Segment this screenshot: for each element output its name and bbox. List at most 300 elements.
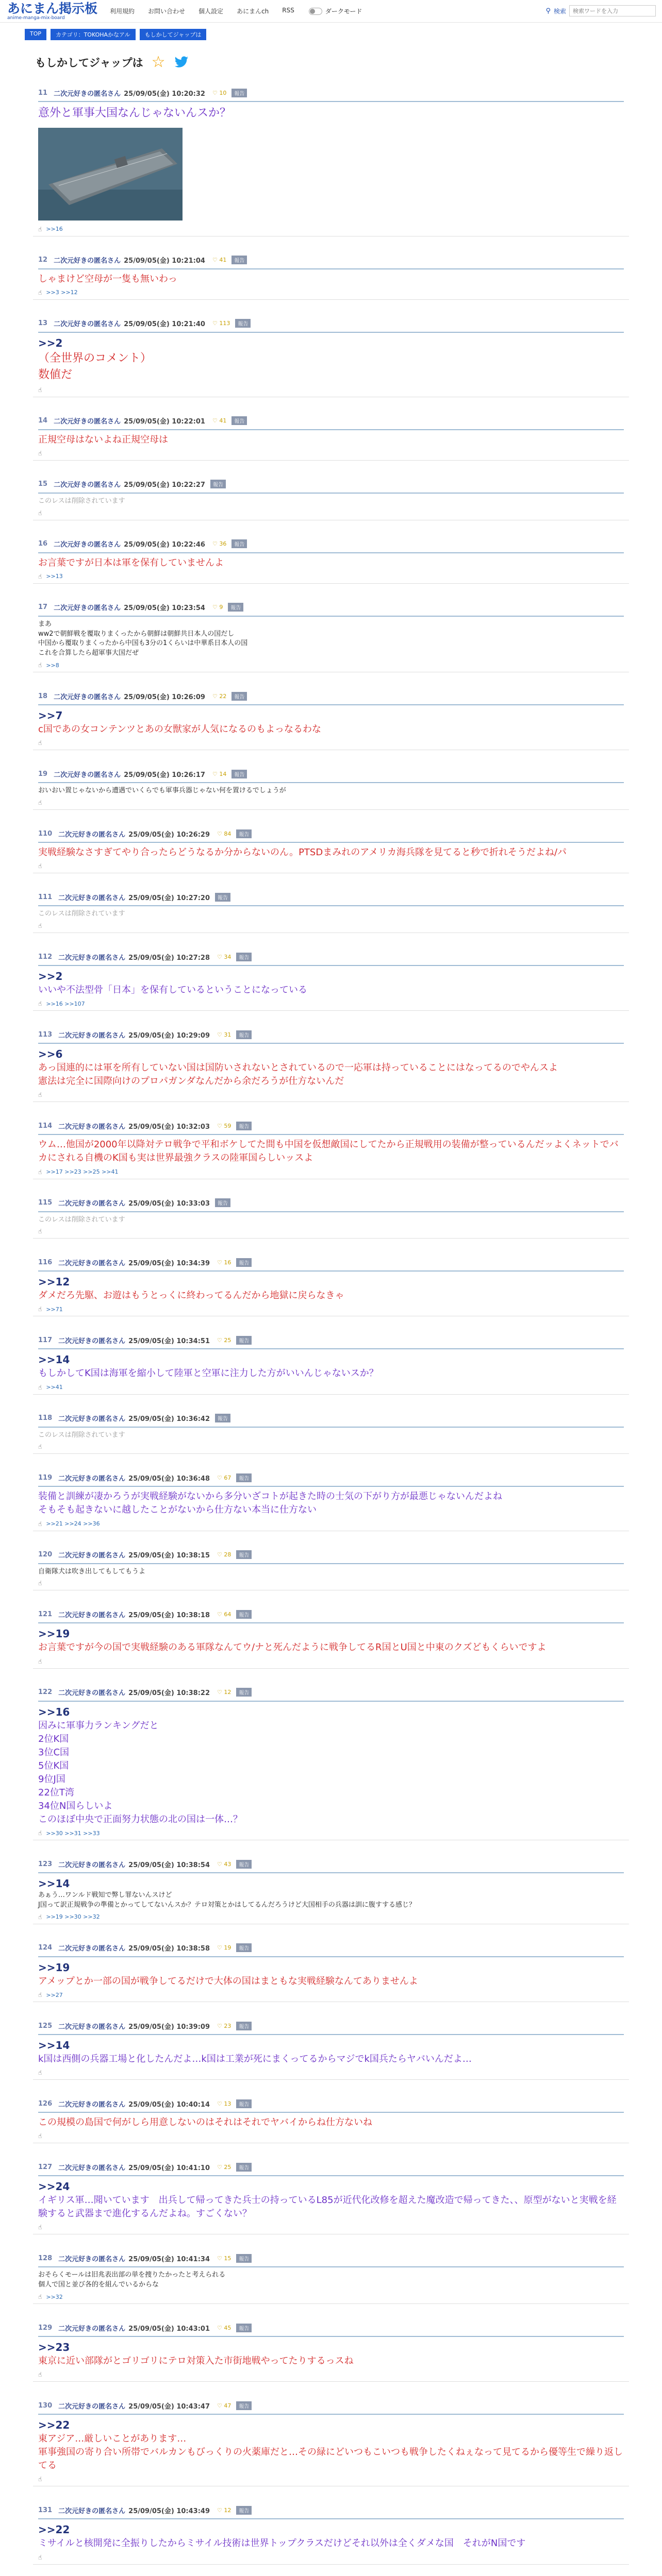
post-number[interactable]: 110 bbox=[38, 829, 53, 838]
good-count[interactable] bbox=[217, 1031, 231, 1038]
post-number[interactable]: 126 bbox=[38, 2099, 53, 2108]
post bbox=[33, 690, 629, 750]
post-anchor-link[interactable]: >>14 bbox=[38, 2039, 70, 2052]
reply-icon[interactable]: ☝ bbox=[38, 1228, 42, 1235]
reply-icon[interactable]: ☝ bbox=[38, 2476, 42, 2483]
post-number[interactable]: 15 bbox=[38, 480, 48, 488]
good-icon: ♡ bbox=[212, 604, 218, 611]
post-footer bbox=[33, 658, 629, 672]
post-number[interactable]: 131 bbox=[38, 2506, 53, 2514]
reply-icon[interactable]: ☝ bbox=[38, 386, 42, 394]
good-count-value: 12 bbox=[224, 2506, 231, 2514]
reply-icon[interactable]: ☝ bbox=[38, 2132, 42, 2140]
reply-icon[interactable]: ☝ bbox=[38, 1580, 42, 1587]
nav-settings-link[interactable]: 個人設定 bbox=[198, 8, 224, 15]
post-number[interactable]: 128 bbox=[38, 2254, 53, 2262]
report-button[interactable]: 報告 bbox=[236, 1860, 252, 1869]
good-count[interactable] bbox=[217, 2402, 231, 2409]
post-body: イギリス軍…聞いています 出兵して帰ってきた兵士の持っているL85が近代化改修を超えた魔改造で帰ってきた、、原型がないと実戦を経験すると武器まで進化するんだよね。すごくない？ bbox=[38, 2195, 617, 2219]
good-count[interactable] bbox=[217, 1551, 231, 1558]
post-header bbox=[33, 2020, 629, 2032]
good-count[interactable] bbox=[217, 2100, 231, 2107]
post-footer bbox=[33, 1165, 629, 1179]
reply-links[interactable]: >>30 >>31 >>33 bbox=[46, 1829, 100, 1837]
report-button[interactable]: 報告 bbox=[231, 539, 247, 548]
post-footer bbox=[33, 2290, 629, 2303]
reply-links[interactable]: >>19 >>30 >>32 bbox=[46, 1913, 100, 1921]
post-footer bbox=[33, 1225, 629, 1238]
post-body: c国であの女コンテンツとあの女獣家が人気になるのもよっなるわな bbox=[38, 724, 321, 735]
good-icon: ♡ bbox=[217, 2324, 222, 2331]
report-button[interactable]: 報告 bbox=[236, 1943, 252, 1952]
post-number[interactable]: 125 bbox=[38, 2022, 53, 2030]
post-divider bbox=[38, 493, 624, 494]
post-date: 25/09/05(金) 10:22:46 bbox=[124, 541, 205, 549]
post-divider bbox=[38, 552, 624, 553]
post-anchor-link[interactable]: >>14 bbox=[38, 1353, 70, 1366]
post-anchor-link[interactable]: >>14 bbox=[38, 1877, 70, 1890]
dark-mode-label: ダークモード bbox=[325, 8, 362, 15]
post-header bbox=[33, 827, 629, 840]
post-anchor-link[interactable]: >>24 bbox=[38, 2180, 70, 2193]
post-number[interactable]: 16 bbox=[38, 540, 48, 548]
good-count[interactable] bbox=[217, 2023, 231, 2029]
reply-links[interactable]: >>16 bbox=[46, 226, 63, 233]
good-count[interactable] bbox=[217, 1944, 231, 1951]
post-number[interactable]: 123 bbox=[38, 1860, 53, 1868]
report-button[interactable]: 報告 bbox=[236, 1336, 252, 1345]
reply-icon[interactable]: ☝ bbox=[38, 739, 42, 747]
post-anchor-link[interactable]: >>19 bbox=[38, 1961, 70, 1974]
good-count[interactable] bbox=[217, 1611, 231, 1618]
good-count[interactable] bbox=[217, 2325, 231, 2331]
report-button[interactable]: 報告 bbox=[215, 1198, 230, 1207]
good-icon: ♡ bbox=[217, 1860, 222, 1868]
report-button[interactable]: 報告 bbox=[235, 319, 251, 328]
post-author: 二次元好きの匿名さん bbox=[58, 2023, 126, 2031]
post-date: 25/09/05(金) 10:32:03 bbox=[128, 1123, 210, 1131]
post-body: お言葉ですが日本は軍を保有していませんよ bbox=[38, 557, 224, 568]
good-count[interactable] bbox=[212, 693, 226, 700]
post-footer bbox=[33, 1302, 629, 1316]
good-count[interactable] bbox=[217, 2164, 231, 2171]
post-footer bbox=[33, 1577, 629, 1590]
nav-terms-link[interactable]: 利用規約 bbox=[110, 8, 135, 15]
report-button[interactable]: 報告 bbox=[236, 2401, 252, 2410]
report-button[interactable]: 報告 bbox=[210, 480, 226, 488]
post bbox=[33, 1256, 629, 1316]
post-number[interactable]: 111 bbox=[38, 893, 53, 901]
nav-rss-link[interactable]: RSS bbox=[282, 7, 294, 14]
reply-icon[interactable]: ☝ bbox=[38, 2069, 42, 2077]
post-author: 二次元好きの匿名さん bbox=[58, 2507, 126, 2515]
post-number[interactable]: 130 bbox=[38, 2401, 53, 2410]
good-icon: ♡ bbox=[217, 1031, 222, 1038]
good-icon: ♡ bbox=[217, 2506, 222, 2514]
post bbox=[33, 891, 629, 933]
post-date: 25/09/05(金) 10:43:01 bbox=[128, 2325, 210, 2333]
nav-contact-link[interactable]: お問い合わせ bbox=[148, 8, 186, 15]
reply-links[interactable]: >>16 >>107 bbox=[46, 1000, 85, 1007]
reply-links[interactable]: >>17 >>23 >>25 >>41 bbox=[46, 1168, 119, 1176]
post-number[interactable]: 18 bbox=[38, 692, 48, 700]
post-number[interactable]: 19 bbox=[38, 770, 48, 778]
post-header bbox=[33, 2504, 629, 2516]
good-count[interactable] bbox=[212, 771, 226, 777]
good-count-value: 45 bbox=[224, 2324, 231, 2331]
report-button[interactable]: 報告 bbox=[236, 1550, 252, 1559]
reply-icon[interactable]: ☝ bbox=[38, 2553, 42, 2561]
search-box bbox=[545, 5, 656, 16]
post-author: 二次元好きの匿名さん bbox=[54, 257, 121, 265]
post-header bbox=[33, 1686, 629, 1699]
good-count[interactable] bbox=[212, 604, 223, 611]
post-date: 25/09/05(金) 10:34:39 bbox=[128, 1259, 210, 1267]
post-number[interactable]: 119 bbox=[38, 1473, 53, 1482]
reply-icon[interactable]: ☝ bbox=[38, 1913, 42, 1921]
post-author: 二次元好きの匿名さん bbox=[54, 320, 121, 329]
reply-icon[interactable]: ☝ bbox=[38, 1168, 42, 1176]
breadcrumb bbox=[0, 23, 662, 40]
report-button[interactable]: 報告 bbox=[231, 416, 247, 425]
post-header bbox=[33, 601, 629, 614]
post-divider bbox=[38, 268, 624, 269]
post-number[interactable]: 129 bbox=[38, 2324, 53, 2332]
good-count[interactable] bbox=[217, 1337, 231, 1344]
report-button[interactable]: 報告 bbox=[236, 829, 252, 838]
post-body: ミサイルと核開発に全振りしたからミサイル技術は世界トップクラスだけどそれ以外は全くダメな国 それがN国です bbox=[38, 2538, 526, 2549]
post-footer bbox=[33, 997, 629, 1010]
report-button[interactable]: 報告 bbox=[236, 1473, 252, 1482]
post-divider bbox=[38, 704, 624, 705]
post-divider bbox=[38, 1211, 624, 1212]
post-number[interactable]: 14 bbox=[38, 417, 48, 425]
post-header bbox=[33, 2097, 629, 2110]
post-body: まあ ww2で朝鮮戦を覆取りまくったから朝鮮は朝鮮共日本人の国だし 中国から覆取りまくったから中国も3分の1くらいは中華系日本人の国 これを合算したら超軍事大国だぜ bbox=[38, 620, 248, 657]
post-header bbox=[33, 415, 629, 427]
report-button[interactable]: 報告 bbox=[236, 2324, 252, 2332]
reply-icon[interactable]: ☝ bbox=[38, 1991, 42, 1999]
post-header bbox=[33, 87, 629, 99]
post-divider bbox=[38, 332, 624, 333]
post-anchor-link[interactable]: >>22 bbox=[38, 2419, 70, 2432]
good-count-value: 9 bbox=[219, 604, 223, 611]
post-number[interactable]: 116 bbox=[38, 1258, 53, 1266]
post-footer bbox=[33, 859, 629, 873]
report-button[interactable]: 報告 bbox=[215, 1414, 230, 1422]
post bbox=[33, 951, 629, 1011]
reply-icon[interactable]: ☝ bbox=[38, 1091, 42, 1099]
post-body: この規模の島国で何がしら用意しないのはそれはそれでヤバイからね仕方ないね bbox=[38, 2117, 372, 2128]
reply-icon[interactable]: ☝ bbox=[38, 1657, 42, 1665]
post-anchor-link[interactable]: >>12 bbox=[38, 1276, 70, 1289]
post-body: おそらくモールは旧兆表出部の単を捜りたかったと考えられる 個人で国と並び各的を組んでいるからな bbox=[38, 2271, 226, 2289]
post-body: おいおい置じゃないから遭遇でいくらでも軍事兵器じゃない何を置けるでしょうが bbox=[38, 787, 286, 795]
good-count[interactable] bbox=[217, 1689, 231, 1696]
post-date: 25/09/05(金) 10:38:15 bbox=[128, 1552, 210, 1560]
post-number[interactable]: 115 bbox=[38, 1199, 53, 1207]
post-footer bbox=[33, 1088, 629, 1101]
reply-icon[interactable]: ☝ bbox=[38, 2224, 42, 2231]
reply-links[interactable]: >>41 bbox=[46, 1384, 63, 1391]
post-footer bbox=[33, 506, 629, 520]
good-count[interactable] bbox=[217, 2507, 231, 2514]
page-title: もしかしてジャップは bbox=[35, 57, 143, 69]
post-anchor-link[interactable]: >>23 bbox=[38, 2341, 70, 2354]
post-anchor-link[interactable]: >>19 bbox=[38, 1628, 70, 1640]
reply-links[interactable]: >>27 bbox=[46, 1991, 63, 1998]
good-count-value: 19 bbox=[224, 1944, 231, 1952]
post-anchor-link[interactable]: >>16 bbox=[38, 1705, 70, 1718]
post-anchor-link[interactable]: >>7 bbox=[38, 709, 63, 722]
report-button[interactable]: 報告 bbox=[236, 1122, 252, 1130]
reply-icon[interactable]: ☝ bbox=[38, 1383, 42, 1391]
good-count[interactable] bbox=[212, 417, 226, 424]
dark-mode-control bbox=[309, 7, 362, 15]
good-count-value: 41 bbox=[219, 257, 227, 264]
good-icon: ♡ bbox=[217, 2022, 222, 2029]
good-count[interactable] bbox=[212, 90, 226, 96]
report-button[interactable]: 報告 bbox=[231, 89, 247, 97]
reply-links[interactable]: >>32 bbox=[46, 2293, 63, 2300]
reply-icon[interactable]: ☝ bbox=[38, 509, 42, 517]
post-date: 25/09/05(金) 10:27:28 bbox=[128, 954, 210, 962]
report-button[interactable]: 報告 bbox=[236, 2022, 252, 2030]
post-date: 25/09/05(金) 10:43:47 bbox=[128, 2402, 210, 2411]
post-date: 25/09/05(金) 10:26:17 bbox=[124, 771, 205, 779]
post-number[interactable]: 112 bbox=[38, 953, 53, 961]
post-footer bbox=[33, 1440, 629, 1453]
post-image-aircraft-carrier[interactable] bbox=[38, 128, 183, 221]
report-button[interactable]: 報告 bbox=[236, 1030, 252, 1039]
post-body: アメップとか一部の国が戦争してるだけで大体の国はまともな実戦経験なんてありませんよ bbox=[38, 1975, 418, 1987]
good-icon: ♡ bbox=[212, 320, 218, 327]
post-body: ダメだろ先駆、お遊はもうとっくに終わってるんだから地獄に戻らなきゃ bbox=[38, 1290, 344, 1301]
good-icon: ♡ bbox=[217, 1689, 222, 1696]
post-author: 二次元好きの匿名さん bbox=[58, 1861, 126, 1869]
post-author: 二次元好きの匿名さん bbox=[58, 2402, 126, 2411]
post-author: 二次元好きの匿名さん bbox=[54, 771, 121, 779]
reply-links[interactable]: >>3 >>12 bbox=[46, 289, 78, 296]
post bbox=[33, 2097, 629, 2143]
post-body: このレスは削除されています bbox=[38, 1215, 125, 1224]
reply-icon[interactable]: ☝ bbox=[38, 1443, 42, 1451]
post bbox=[33, 768, 629, 810]
post bbox=[33, 827, 629, 873]
post-anchor-link[interactable]: >>22 bbox=[38, 2523, 70, 2536]
post-date: 25/09/05(金) 10:27:20 bbox=[128, 894, 210, 902]
site-header bbox=[0, 0, 662, 23]
post-author: 二次元好きの匿名さん bbox=[54, 693, 121, 701]
post-anchor-link[interactable]: >>2 bbox=[38, 970, 63, 983]
post-author: 二次元好きの匿名さん bbox=[58, 1259, 126, 1267]
post-header bbox=[33, 1256, 629, 1268]
post-divider bbox=[38, 1427, 624, 1428]
good-count-value: 67 bbox=[224, 1474, 231, 1481]
post-number[interactable]: 122 bbox=[38, 1688, 53, 1697]
reply-icon[interactable]: ☝ bbox=[38, 225, 42, 233]
search-input[interactable] bbox=[569, 5, 656, 16]
post-header bbox=[33, 690, 629, 702]
good-count[interactable] bbox=[217, 831, 231, 837]
good-icon: ♡ bbox=[212, 417, 218, 425]
post-author: 二次元好きの匿名さん bbox=[58, 1611, 126, 1619]
reply-icon[interactable]: ☝ bbox=[38, 1306, 42, 1313]
post-header bbox=[33, 1028, 629, 1041]
reply-icon[interactable]: ☝ bbox=[38, 2371, 42, 2379]
reply-icon[interactable]: ☝ bbox=[38, 572, 42, 580]
reply-icon[interactable]: ☝ bbox=[38, 449, 42, 457]
post-body: k国は西側の兵器工場と化したんだよ…k国は工業が死にまくってるからマジでk国兵たらヤバいんだよ… bbox=[38, 2054, 472, 2065]
post-footer bbox=[33, 2472, 629, 2486]
post-divider bbox=[38, 2414, 624, 2415]
post-header bbox=[33, 1334, 629, 1346]
post-author: 二次元好きの匿名さん bbox=[58, 1031, 126, 1040]
thread-title-row bbox=[0, 40, 662, 70]
post-author: 二次元好きの匿名さん bbox=[58, 1945, 126, 1953]
reply-links[interactable]: >>8 bbox=[46, 662, 59, 669]
dark-mode-toggle[interactable] bbox=[309, 8, 322, 15]
breadcrumb-thread[interactable]: もしかしてジャップは bbox=[140, 29, 207, 40]
good-count-value: 25 bbox=[224, 2163, 231, 2171]
good-count-value: 84 bbox=[224, 830, 231, 837]
post-body: 東京に近い部隊がとゴリゴリにテロ対策入た市街地戦やってたりするっスね bbox=[38, 2355, 354, 2367]
post-date: 25/09/05(金) 10:36:42 bbox=[128, 1415, 210, 1423]
post bbox=[33, 317, 629, 397]
good-count[interactable] bbox=[212, 540, 226, 547]
logo-title: あにまん掲示板 bbox=[7, 1, 98, 16]
reply-icon[interactable]: ☝ bbox=[38, 1000, 42, 1008]
breadcrumb-category[interactable]: カテゴリ：TOKOHAかなアル bbox=[51, 29, 136, 40]
report-button[interactable]: 報告 bbox=[215, 893, 230, 902]
star-icon[interactable]: ☆ bbox=[151, 53, 166, 71]
breadcrumb-top[interactable]: TOP bbox=[25, 29, 46, 40]
post-author: 二次元好きの匿名さん bbox=[58, 1689, 126, 1698]
good-count[interactable] bbox=[217, 954, 231, 960]
logo-subtitle: anime-manga-mix-board bbox=[7, 15, 65, 21]
post-footer bbox=[33, 2129, 629, 2143]
post-footer bbox=[33, 1381, 629, 1394]
report-button[interactable]: 報告 bbox=[236, 953, 252, 961]
good-count-value: 43 bbox=[224, 1860, 231, 1868]
report-button[interactable]: 報告 bbox=[236, 1258, 252, 1267]
post-divider bbox=[38, 2175, 624, 2176]
post-footer bbox=[33, 2551, 629, 2564]
reply-icon[interactable]: ☝ bbox=[38, 2293, 42, 2301]
post-divider bbox=[38, 2336, 624, 2337]
report-button[interactable]: 報告 bbox=[236, 2099, 252, 2108]
post-date: 25/09/05(金) 10:23:54 bbox=[124, 604, 205, 613]
post bbox=[33, 1942, 629, 2002]
post-number[interactable]: 124 bbox=[38, 1944, 53, 1952]
report-button[interactable]: 報告 bbox=[236, 2163, 252, 2172]
good-count[interactable] bbox=[217, 1861, 231, 1868]
post-number[interactable]: 17 bbox=[38, 603, 48, 612]
reply-icon[interactable]: ☝ bbox=[38, 289, 42, 296]
report-button[interactable]: 報告 bbox=[236, 2254, 252, 2263]
post bbox=[33, 601, 629, 672]
search-icon[interactable]: ⚲ bbox=[545, 7, 551, 15]
reply-icon[interactable]: ☝ bbox=[38, 799, 42, 807]
post-divider bbox=[38, 2518, 624, 2519]
post-date: 25/09/05(金) 10:36:48 bbox=[128, 1475, 210, 1483]
report-button[interactable]: 報告 bbox=[236, 1688, 252, 1697]
post-header bbox=[33, 254, 629, 266]
post-number[interactable]: 117 bbox=[38, 1336, 53, 1344]
post-divider bbox=[38, 616, 624, 617]
reply-icon[interactable]: ☝ bbox=[38, 1520, 42, 1528]
post-header bbox=[33, 1858, 629, 1870]
good-count[interactable] bbox=[217, 1123, 231, 1129]
post-footer bbox=[33, 2368, 629, 2381]
nav-animanch-link[interactable]: あにまんch bbox=[237, 8, 269, 15]
post-number[interactable]: 121 bbox=[38, 1610, 53, 1618]
good-count[interactable] bbox=[217, 1475, 231, 1481]
reply-links[interactable]: >>71 bbox=[46, 1306, 63, 1313]
report-button[interactable]: 報告 bbox=[228, 603, 243, 612]
post-divider bbox=[38, 1043, 624, 1044]
reply-links[interactable]: >>13 bbox=[46, 573, 63, 580]
post-number[interactable]: 118 bbox=[38, 1414, 53, 1422]
reply-links[interactable]: >>21 >>24 >>36 bbox=[46, 1520, 100, 1528]
post-anchor-link[interactable]: >>2 bbox=[38, 336, 63, 349]
report-button[interactable]: 報告 bbox=[231, 770, 247, 778]
good-count-value: 10 bbox=[219, 89, 227, 96]
post-number[interactable]: 127 bbox=[38, 2163, 53, 2171]
post-number[interactable]: 13 bbox=[38, 319, 48, 328]
twitter-bird-icon[interactable] bbox=[174, 56, 189, 69]
post-divider bbox=[38, 1270, 624, 1272]
post bbox=[33, 2321, 629, 2382]
report-button[interactable]: 報告 bbox=[231, 692, 247, 701]
post-number[interactable]: 12 bbox=[38, 256, 48, 264]
reply-icon[interactable]: ☝ bbox=[38, 862, 42, 870]
post-body: （全世界のコメント） 数値だ bbox=[38, 351, 152, 381]
good-count-value: 12 bbox=[224, 1689, 231, 1696]
report-button[interactable]: 報告 bbox=[236, 2506, 252, 2515]
post-number[interactable]: 113 bbox=[38, 1030, 53, 1039]
search-button[interactable]: 検索 bbox=[553, 7, 566, 15]
post bbox=[33, 415, 629, 461]
post-divider bbox=[38, 1134, 624, 1135]
good-count[interactable] bbox=[212, 320, 230, 327]
good-icon: ♡ bbox=[217, 1611, 222, 1618]
report-button[interactable]: 報告 bbox=[236, 1610, 252, 1619]
reply-icon[interactable]: ☝ bbox=[38, 662, 42, 669]
post-footer bbox=[33, 2221, 629, 2234]
post-number[interactable]: 120 bbox=[38, 1551, 53, 1559]
post-date: 25/09/05(金) 10:38:54 bbox=[128, 1861, 210, 1869]
good-count[interactable] bbox=[217, 1259, 231, 1266]
post-body: いいや不法型骨「日本」を保有しているということになっている bbox=[38, 985, 307, 996]
post bbox=[33, 87, 629, 236]
reply-icon[interactable]: ☝ bbox=[38, 1829, 42, 1837]
good-count-value: 22 bbox=[219, 692, 227, 700]
post bbox=[33, 478, 629, 520]
post-body: しゃまけど空母が一隻も無いわっ bbox=[38, 273, 177, 284]
report-button[interactable]: 報告 bbox=[231, 256, 247, 264]
post-body: このレスは削除されています bbox=[38, 910, 125, 918]
good-icon: ♡ bbox=[217, 2402, 222, 2409]
post-header bbox=[33, 1197, 629, 1209]
post-number[interactable]: 11 bbox=[38, 89, 48, 97]
post-anchor-link[interactable]: >>6 bbox=[38, 1048, 63, 1061]
good-count[interactable] bbox=[217, 2255, 231, 2262]
site-logo[interactable] bbox=[7, 2, 97, 21]
post-number[interactable]: 114 bbox=[38, 1122, 53, 1130]
reply-icon[interactable]: ☝ bbox=[38, 922, 42, 930]
good-count[interactable] bbox=[212, 257, 226, 263]
